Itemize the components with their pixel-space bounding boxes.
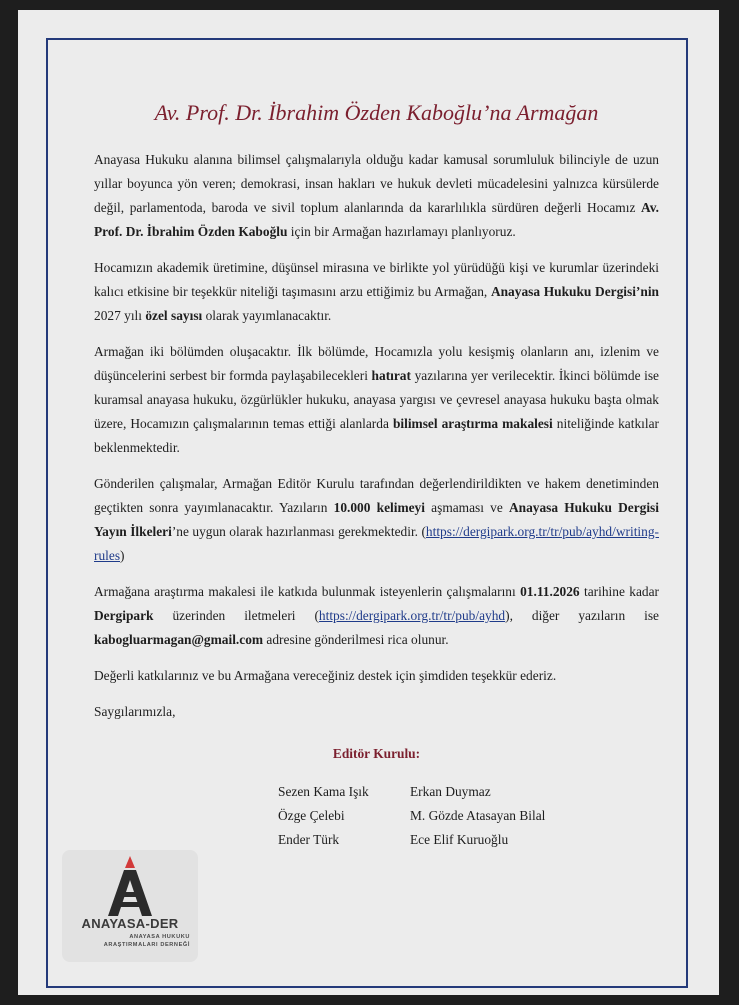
editor-name: Özge Çelebi [278,808,345,823]
text: ), diğer yazıların ise [505,608,659,623]
text: üzerinden iletmeleri ( [153,608,319,623]
text: yazılarına yer verilecektir. İkinci bölümde ise kuramsal anayasa hukuku, özgürlükler hukuku, anayasa yargısı ve çevresel anayasa hukuku başta olmak üzere, Hocamızın çalışmalarının temas ettiği alanlarda [94,368,660,431]
text: ) [120,548,125,563]
text: aşmaması ve [424,500,509,515]
text: niteliğinde katkılar beklenmektedir. [94,416,659,455]
text: 2027 yılı [94,308,146,323]
memoir-term: hatırat [371,368,411,383]
text: Gönderilen çalışmalar, Armağan Editör Kurulu tarafından değerlendirildikten ve hakem denetiminden geçtikten sonra yayımlanacaktır. Yazıların [94,476,659,515]
paragraph-sections [94,340,659,460]
logo-name: ANAYASA-DER [81,916,179,931]
document-page [18,10,719,995]
text: olarak yayımlanacaktır. [202,308,332,323]
text: Armağana araştırma makalesi ile katkıda bulunmak isteyenlerin çalışmalarını [94,584,521,599]
text: Anayasa Hukuku alanına bilimsel çalışmalarıyla olduğu kadar kamusal sorumluluk bilinciyle de uzun yıllar boyunca yön veren; demokrasi, insan hakları ve hukuk devleti mücadelesini yalnızca kürsülerde değil, parlamentoda, baroda ve sivil toplum alanlarında da kararlılıkla sürdüren değerli Hocamız [94,152,659,215]
logo-subtitle: ANAYASA HUKUKU [129,934,190,940]
editor-name: M. Gözde Atasayan Bilal [410,808,546,823]
paragraph-publication [94,256,659,328]
text: Hocamızın akademik üretimine, düşünsel mirasına ve birlikte yol yürüdüğü kişi ve kurumlar üzerindeki kalıcı etkisine bir teşekkür niteliği taşımasını arzu ettiğimiz bu Armağan, [94,260,659,299]
logo-emblem-icon [108,856,152,916]
editor-name: Ece Elif Kuruoğlu [410,832,509,847]
paragraph-thanks: Değerli katkılarınız ve bu Armağana vereceğiniz destek için şimdiden teşekkür ederiz. [94,668,557,683]
dergipark-term: Dergipark [94,608,154,623]
paragraph-submission [94,580,659,652]
special-issue: özel sayısı [145,308,203,323]
word-limit: 10.000 kelimeyi [333,500,425,515]
page-title: Av. Prof. Dr. İbrahim Özden Kaboğlu’na Armağan [154,100,599,125]
closing-salutation: Saygılarımızla, [94,704,176,719]
editor-list [278,780,659,852]
editor-name: Ender Türk [278,832,340,847]
research-article-term: bilimsel araştırma makalesi [392,416,553,431]
text: tarihine kadar [579,584,659,599]
writing-rules-link[interactable]: https://dergipark.org.tr/tr/pub/ayhd/writing-rules [94,524,659,563]
paragraph-review [94,472,659,568]
text: Armağan iki bölümden oluşacaktır. İlk bölümde, Hocamızla yolu kesişmiş olanların anı, izlenim ve düşüncelerini serbest bir formda paylaşabilecekleri [94,344,659,383]
honoree-name: Av. Prof. Dr. İbrahim Özden Kaboğlu [94,200,659,239]
letter-body [94,98,659,852]
contact-email: kabogluarmagan@gmail.com [94,632,264,647]
text: adresine gönderilmesi rica olunur. [263,632,449,647]
text: ’ne uygun olarak hazırlanması gerekmektedir. ( [171,524,426,539]
editor-board-title: Editör Kurulu: [332,746,421,761]
publication-rules: Anayasa Hukuku Dergisi Yayın İlkeleri [94,500,659,539]
text: için bir Armağan hazırlamayı planlıyoruz. [287,224,516,239]
association-logo [62,850,198,962]
dergipark-link[interactable]: https://dergipark.org.tr/tr/pub/ayhd [318,608,506,623]
editor-name: Sezen Kama Işık [278,784,369,799]
journal-name: Anayasa Hukuku Dergisi’nin [490,284,659,299]
paragraph-intro [94,148,659,244]
editor-name: Erkan Duymaz [410,784,491,799]
deadline-date: 01.11.2026 [520,584,580,599]
logo-subtitle: ARAŞTIRMALARI DERNEĞİ [103,942,190,948]
